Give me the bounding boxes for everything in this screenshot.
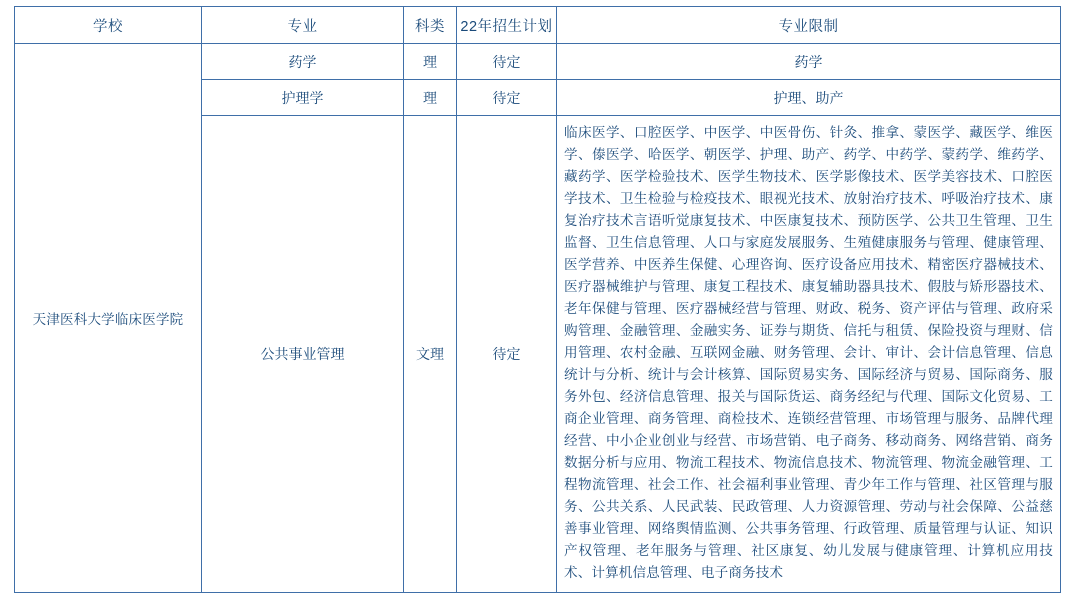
header-row <box>15 7 1061 44</box>
header-limit: 专业限制 <box>557 7 1061 44</box>
plan-cell: 待定 <box>457 116 557 593</box>
major-cell: 护理学 <box>202 80 404 116</box>
header-major: 专业 <box>202 7 404 44</box>
limit-cell: 药学 <box>557 44 1061 80</box>
category-cell: 理 <box>404 80 457 116</box>
plan-cell: 待定 <box>457 80 557 116</box>
major-cell: 公共事业管理 <box>202 116 404 593</box>
table-body <box>15 44 1061 593</box>
limit-cell: 临床医学、口腔医学、中医学、中医骨伤、针灸、推拿、蒙医学、藏医学、维医学、傣医学、哈医学、朝医学、护理、助产、药学、中药学、蒙药学、维药学、藏药学、医学检验技术、医学生物技术、医学影像技术、医学美容技术、口腔医学技术、卫生检验与检疫技术、眼视光技术、放射治疗技术、呼吸治疗技术、康复治疗技术言语听觉康复技术、中医康复技术、预防医学、公共卫生管理、卫生监督、卫生信息管理、人口与家庭发展服务、生殖健康服务与管理、健康管理、医学营养、中医养生保健、心理咨询、医疗设备应用技术、精密医疗器械技术、医疗器械维护与管理、康复工程技术、康复辅助器具技术、假肢与矫形器技术、老年保健与管理、医疗器械经营与管理、财政、税务、资产评估与管理、政府采购管理、金融管理、金融实务、证券与期货、信托与租赁、保险投资与理财、信用管理、农村金融、互联网金融、财务管理、会计、审计、会计信息管理、信息统计与分析、统计与会计核算、国际贸易实务、国际经济与贸易、国际商务、服务外包、经济信息管理、报关与国际货运、商务经纪与代理、国际文化贸易、工商企业管理、商务管理、商检技术、连锁经营管理、市场管理与服务、品牌代理经营、中小企业创业与经营、市场营销、电子商务、移动商务、网络营销、商务数据分析与应用、物流工程技术、物流信息技术、物流管理、物流金融管理、工程物流管理、社会工作、社会福利事业管理、青少年工作与管理、社区管理与服务、公共关系、人民武装、民政管理、人力资源管理、劳动与社会保障、公益慈善事业管理、网络舆情监测、公共事务管理、行政管理、质量管理与认证、知识产权管理、老年服务与管理、社区康复、幼儿发展与健康管理、计算机应用技术、计算机信息管理、电子商务技术 <box>557 116 1061 593</box>
school-cell: 天津医科大学临床医学院 <box>15 44 202 593</box>
major-cell: 药学 <box>202 44 404 80</box>
limit-cell: 护理、助产 <box>557 80 1061 116</box>
table-header <box>15 7 1061 44</box>
table-row <box>15 44 1061 80</box>
header-category: 科类 <box>404 7 457 44</box>
category-cell: 文理 <box>404 116 457 593</box>
category-cell: 理 <box>404 44 457 80</box>
header-school: 学校 <box>15 7 202 44</box>
admissions-table <box>14 6 1061 593</box>
header-plan: 22年招生计划 <box>457 7 557 44</box>
plan-cell: 待定 <box>457 44 557 80</box>
